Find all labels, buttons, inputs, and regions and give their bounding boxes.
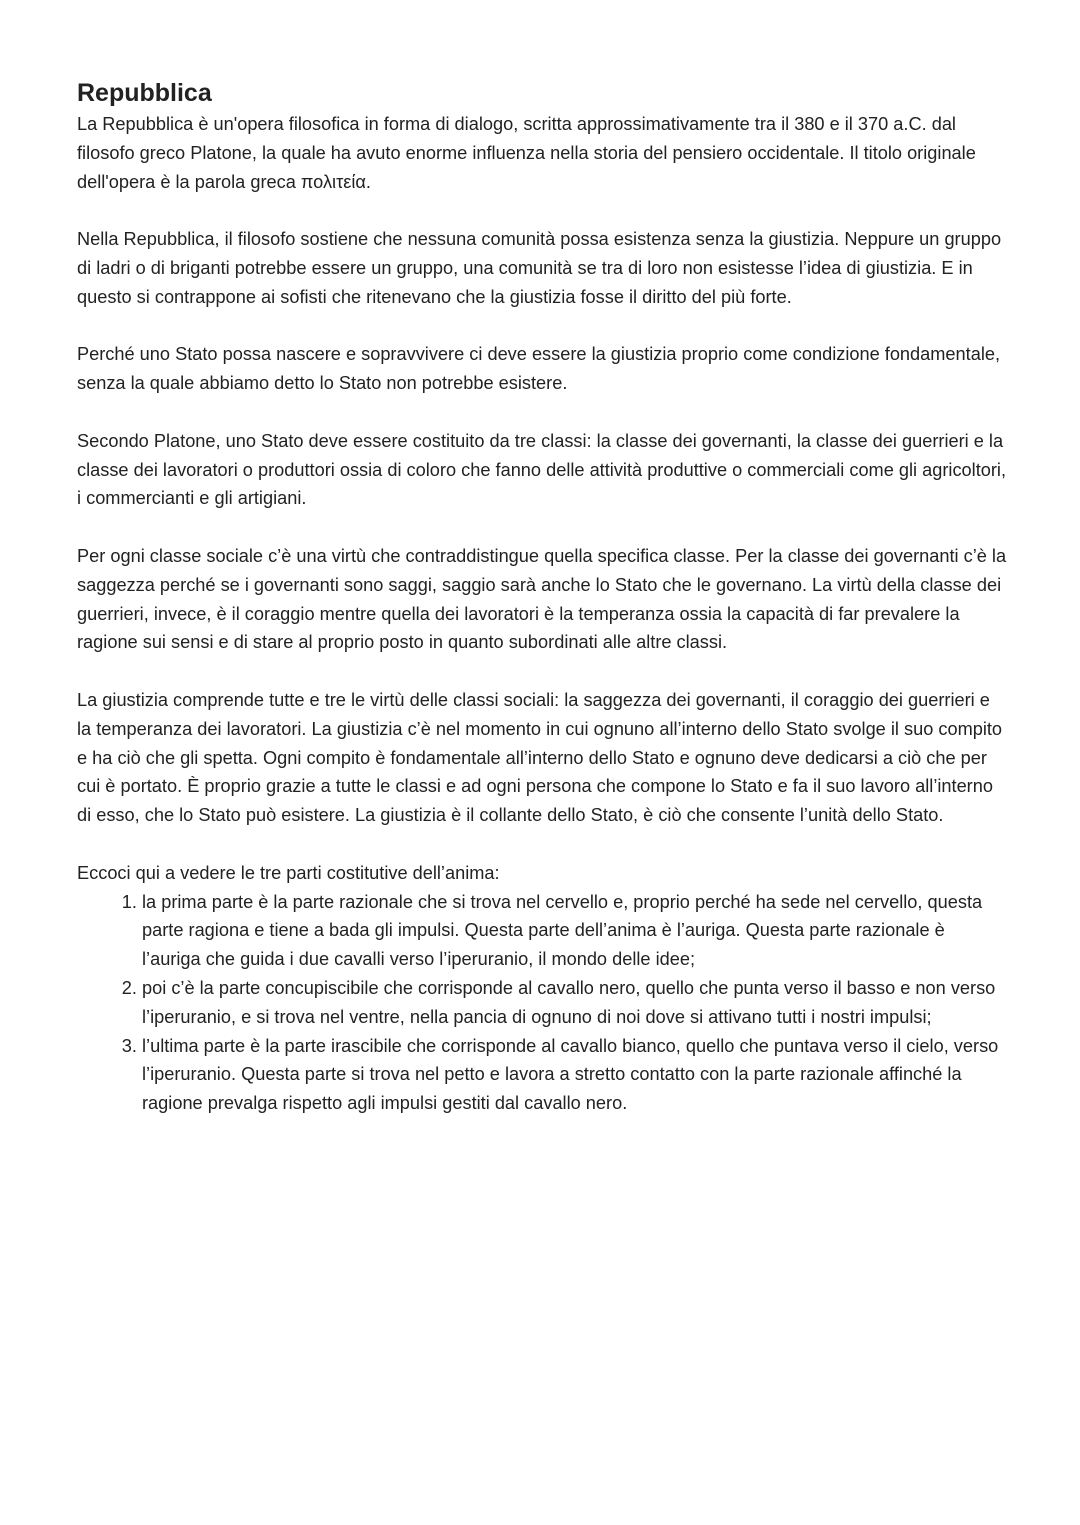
paragraph-justice-definition: La giustizia comprende tutte e tre le virtù delle classi sociali: la saggezza dei governanti, il coraggio dei guerrieri e la temperanza dei lavoratori. La giustizia c’è nel momento in cui ognuno all’interno dello Stato svolge il suo compito e ha ciò che gli spetta. Ogni compito è fondamentale all’interno dello Stato e ognuno deve dedicarsi a ciò che per cui è portato. È proprio grazie a tutte le classi e ad ogni persona che compone lo Stato e fa il suo lavoro all’interno di esso, che lo Stato può esistere. La giustizia è il collante dello Stato, è ciò che consente l’unità dello Stato. [77,689,1003,826]
document-title: Repubblica [77,79,212,107]
list-item-irascible: 3. l’ultima parte è la parte irascibile che corrisponde al cavallo bianco, quello che puntava verso il cielo, verso l’iperuranio. Questa parte si trova nel petto e lavora a stretto contatto con la parte razionale affinché la ragione prevalga rispetto agli impulsi gestiti dal cavallo nero. [142,1032,1007,1118]
document-page [77,78,1007,1118]
list-item-rational: 1. la prima parte è la parte razionale che si trova nel cervello e, proprio perché ha sede nel cervello, questa parte ragiona e tiene a bada gli impulsi. Questa parte dell’anima è l’auriga. Questa parte razionale è l’auriga che guida i due cavalli verso l’iperuranio, il mondo delle idee; [142,888,1007,974]
paragraph-intro: La Repubblica è un'opera filosofica in forma di dialogo, scritta approssimativamente tra il 380 e il 370 a.C. dal filosofo greco Platone, la quale ha avuto enorme influenza nella storia del pensiero occidentale. Il titolo originale dell'opera è la parola greca πολιτεία. [77,114,976,192]
paragraph-state-condition: Perché uno Stato possa nascere e sopravvivere ci deve essere la giustizia proprio come condizione fondamentale, senza la quale abbiamo detto lo Stato non potrebbe esistere. [77,344,1001,394]
paragraph-justice-community: Nella Repubblica, il filosofo sostiene che nessuna comunità possa esistenza senza la giustizia. Neppure un gruppo di ladri o di briganti potrebbe essere un gruppo, una comunità se tra di loro non esistesse l’idea di giustizia. E in questo si contrappone ai sofisti che ritenevano che la giustizia fosse il diritto del più forte. [77,229,1002,307]
list-item-concupiscible: 2. poi c’è la parte concupiscibile che corrisponde al cavallo nero, quello che punta verso il basso e non verso l’iperuranio, e si trova nel ventre, nella pancia di ognuno di noi dove si attivano tutti i nostri impulsi; [142,974,1007,1032]
paragraph-three-classes: Secondo Platone, uno Stato deve essere costituito da tre classi: la classe dei governanti, la classe dei guerrieri e la classe dei lavoratori o produttori ossia di coloro che fanno delle attività produttive o commerciali come gli agricoltori, i commercianti e gli artigiani. [77,430,1007,509]
soul-parts-list [77,888,1007,1118]
list-intro: Eccoci qui a vedere le tre parti costitutive dell’anima: [77,862,500,883]
paragraph-class-virtues: Per ogni classe sociale c’è una virtù che contraddistingue quella specifica classe. Per la classe dei governanti c’è la saggezza perché se i governanti sono saggi, saggio sarà anche lo Stato che le governano. La virtù della classe dei guerrieri, invece, è il coraggio mentre quella dei lavoratori è la temperanza ossia la capacità di far prevalere la ragione sui sensi e di stare al proprio posto in quanto subordinati alle altre classi. [77,545,1007,653]
